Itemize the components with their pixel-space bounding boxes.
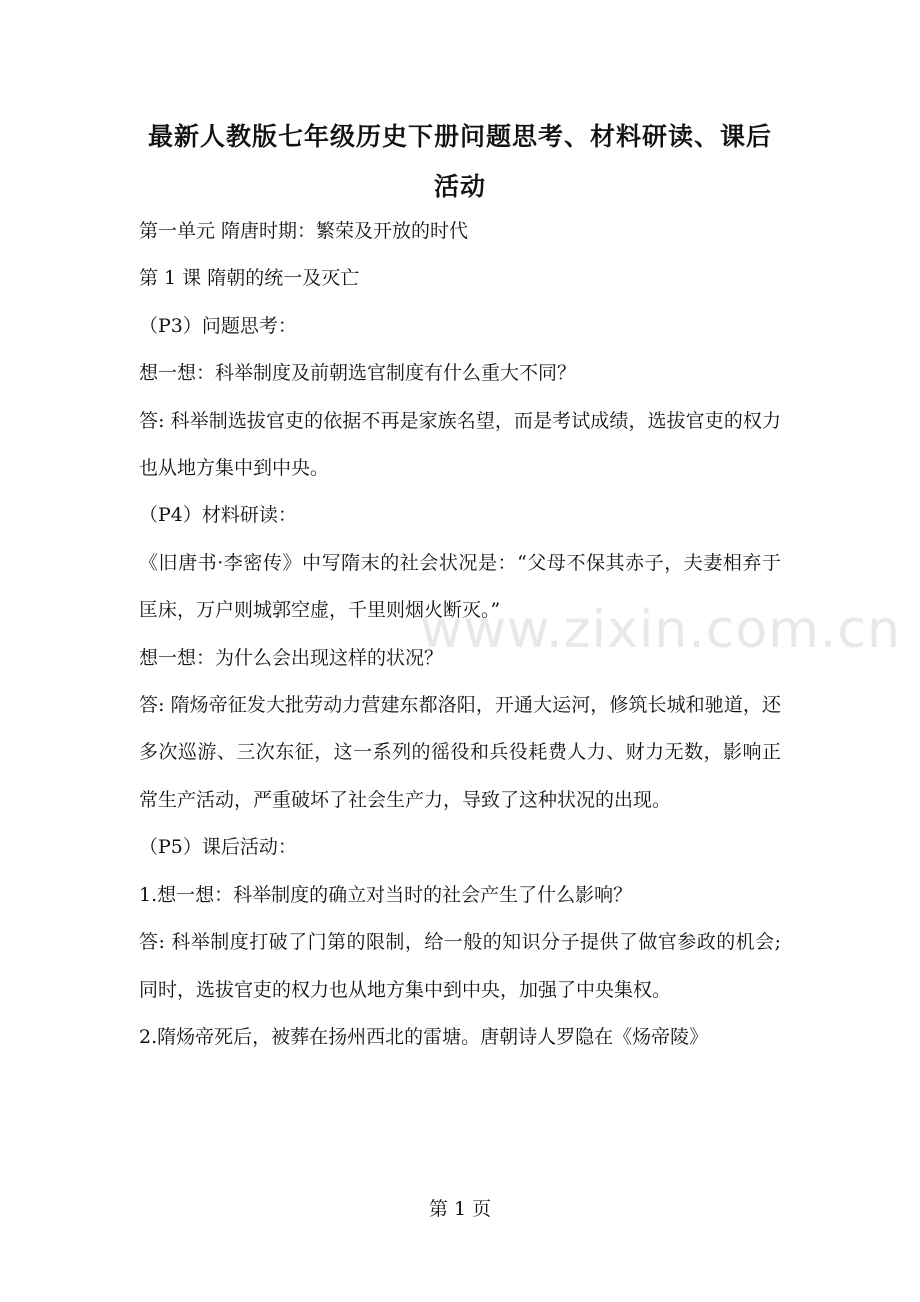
question-p4: 想一想：为什么会出现这样的状况？: [139, 646, 444, 669]
answer-p3: 答: 科举制选拔官吏的依据不再是家族名望，而是考试成绩，选拔官吏的权力也从地方集中到中央。: [139, 409, 781, 480]
section-heading-p5: （P5）课后活动：: [139, 836, 297, 859]
activity-question-1: 1.想一想：科举制度的确立对当时的社会产生了什么影响？: [139, 883, 633, 906]
section-heading-p3: （P3）问题思考：: [139, 314, 297, 337]
watermark: www.zixin.com.cn: [420, 600, 901, 660]
document-body: [139, 208, 781, 1061]
question-p3: 想一想：科举制度及前朝选官制度有什么重大不同？: [139, 362, 577, 385]
answer-p4: 答: 隋炀帝征发大批劳动力营建东都洛阳，开通大运河，修筑长城和驰道，还多次巡游、三次东征，这一系列的徭役和兵役耗费人力、财力无数，影响正常生产活动，严重破坏了社会生产力，导致了这种状况的出现。: [139, 694, 781, 811]
unit-heading: 第一单元 隋唐时期：繁荣及开放的时代: [139, 220, 469, 242]
material-quote: 《旧唐书·李密传》中写隋末的社会状况是：“父母不保其赤子，夫妻相弃于匡床，万户则城郭空虚，千里则烟火断灭。”: [139, 551, 781, 622]
document-title: 最新人教版七年级历史下册问题思考、材料研读、课后活动: [147, 122, 772, 201]
lesson-heading: 第 1 课 隋朝的统一及灭亡: [139, 267, 360, 290]
activity-question-2: 2.隋炀帝死后，被葬在扬州西北的雷塘。唐朝诗人罗隐在《炀帝陵》: [139, 1025, 709, 1048]
page-number-footer: 第 1 页: [428, 1198, 492, 1220]
section-heading-p4: （P4）材料研读：: [139, 504, 297, 527]
activity-answer-1: 答: 科举制度打破了门第的限制，给一般的知识分子提供了做官参政的机会; 同时，选拔官吏的权力也从地方集中到中央，加强了中央集权。: [139, 931, 781, 1001]
